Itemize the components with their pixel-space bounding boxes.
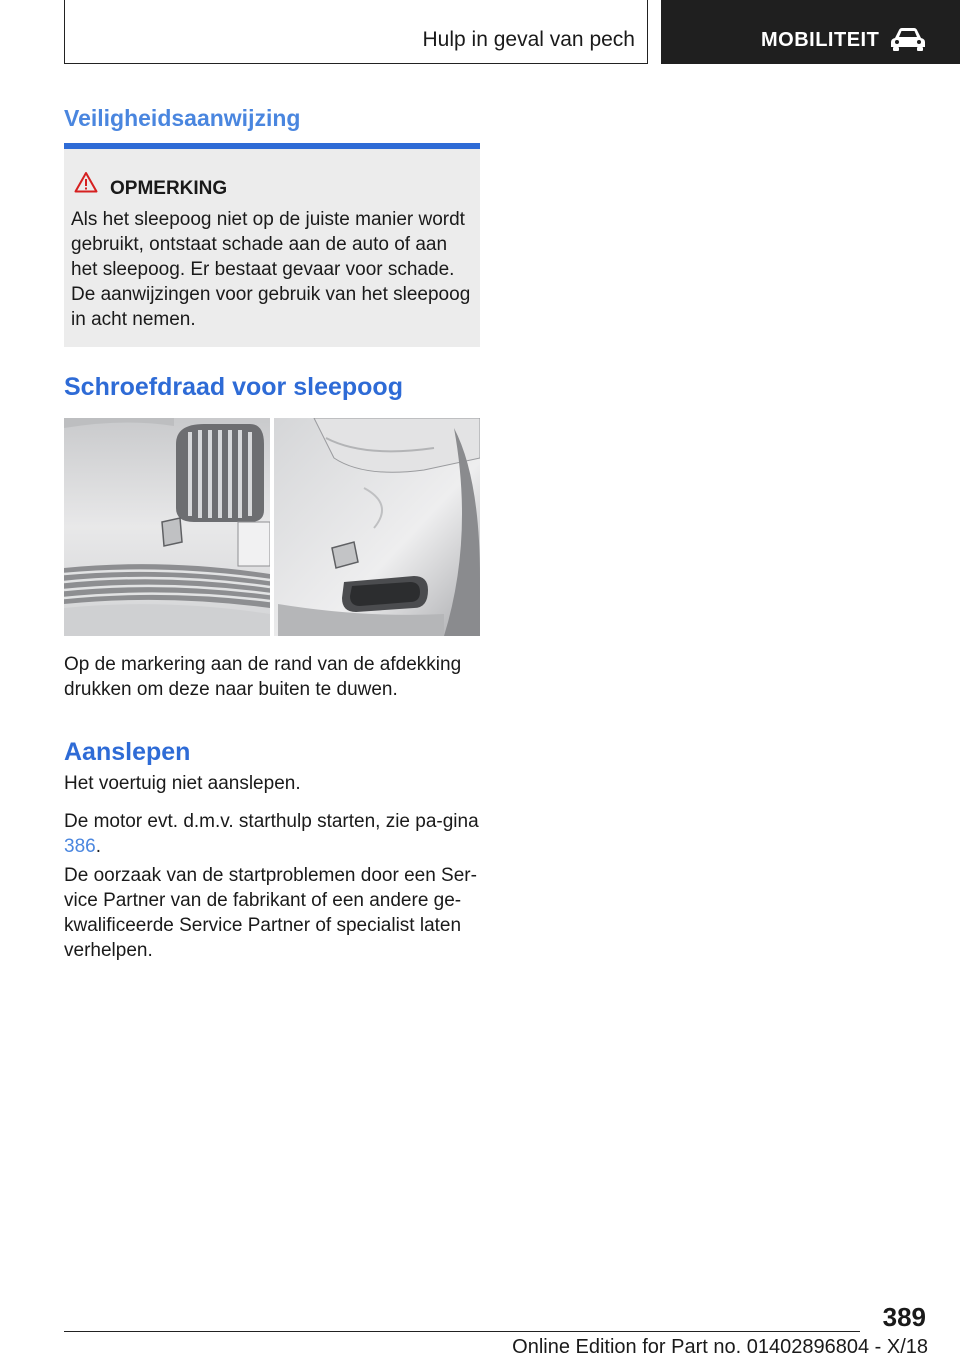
section-tab-label: MOBILITEIT [761, 29, 880, 51]
car-icon [889, 26, 927, 52]
towing-heading: Aanslepen [64, 738, 191, 766]
note-text: Als het sleepoog niet op de juiste manier wordt gebruikt, ontstaat schade aan de auto of aan het sleepoog. Er bestaat gevaar voor schade. De aanwijzingen voor gebruik van het sleepoog in acht nemen. [71, 209, 471, 330]
towing-paragraph-2-text: De motor evt. d.m.v. starthulp starten, zie pa-gina [64, 811, 479, 832]
note-box [64, 143, 480, 347]
towing-paragraph-1: Het voertuig niet aanslepen. [64, 773, 301, 794]
warning-triangle-icon [74, 171, 98, 193]
chapter-title: Hulp in geval van pech [422, 28, 635, 51]
footer-divider [64, 1331, 860, 1332]
towing-paragraph-2 [64, 809, 480, 859]
tow-eye-cover-illustration [64, 418, 480, 636]
page-number: 389 [882, 1302, 926, 1332]
towing-paragraph-2-end: . [95, 836, 101, 857]
footer-edition: Online Edition for Part no. 01402896804 - X/18 [512, 1336, 928, 1358]
note-title: OPMERKING [110, 178, 228, 199]
figure-caption: Op de markering aan de rand van de afdekking drukken om deze naar buiten te duwen. [64, 654, 462, 700]
header-chapter-box [64, 0, 648, 64]
towing-paragraph-3: De oorzaak van de startproblemen door een Ser-vice Partner van de fabrikant of een andere ge-kwalificeerde Service Partner of specialist laten verhelpen. [64, 865, 477, 961]
page-reference-link[interactable]: 386 [64, 836, 96, 857]
thread-heading: Schroefdraad voor sleepoog [64, 373, 403, 401]
safety-heading: Veiligheidsaanwijzing [64, 105, 301, 131]
section-tab[interactable] [661, 0, 960, 64]
